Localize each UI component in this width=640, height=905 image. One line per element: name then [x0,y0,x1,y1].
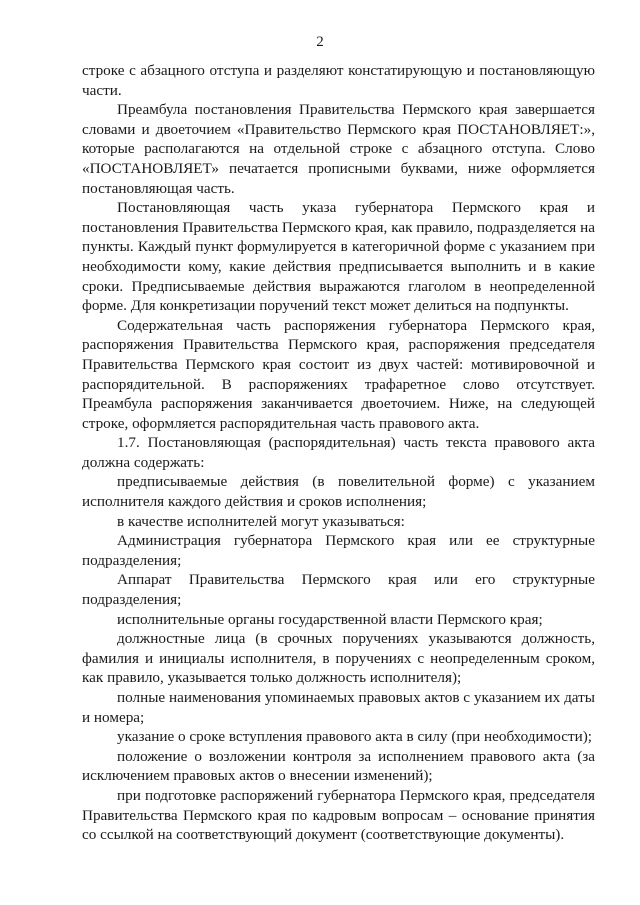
list-item-administration: Администрация губернатора Пермского края или ее структурные подразделения; [82,532,595,569]
list-item-prescribed-actions: предписываемые действия (в повелительной форме) с указанием исполнителя каждого действия и сроков исполнения; [82,473,595,511]
paragraph-substantive-part: Содержательная часть распоряжения губернатора Пермского края, распоряжения Правительства Пермского края, распоряжения председателя Правительства Пермского края состоит из двух частей: мотивировочной и распорядительной. В распоряжениях трафаретное слово отсутствует. Преамбула распоряжения заканчивается двоеточием. Ниже, на следующей строке, оформляется распорядительная часть правового акта. [82,316,595,432]
list-item-personnel-basis: при подготовке распоряжений губернатора Пермского края, председателя Правительства Пермского края по кадровым вопросам – основание принятия со ссылкой на соответствующий документ (соответствующие документы). [82,786,595,844]
list-item-entry-into-force: указание о сроке вступления правового акта в силу (при необходимости); [117,728,593,746]
list-item-apparatus: Аппарат Правительства Пермского края или его структурные подразделения; [82,571,595,609]
list-item-executors-intro: в качестве исполнителей могут указываться: [117,512,405,530]
list-item-control: положение о возложении контроля за исполнением правового акта (за исключением правовых актов о внесении изменений); [82,747,595,785]
list-item-full-names: полные наименования упоминаемых правовых актов с указанием их даты и номера; [82,689,595,726]
document-body [82,61,595,845]
paragraph-continuation: строке с абзацного отступа и разделяют констатирующую и постановляющую части. [82,62,595,99]
paragraph-preamble: Преамбула постановления Правительства Пермского края завершается словами и двоеточием «Правительство Пермского края ПОСТАНОВЛЯЕТ:», которые располагаются на отдельной строке с абзацного отступа. Слово «ПОСТАНОВЛЯЕТ» печатается прописными буквами, ниже оформляется постановляющая часть. [82,101,595,197]
list-item-officials: должностные лица (в срочных поручениях указываются должность, фамилия и инициалы исполнителя, в поручениях с неопределенным сроком, как правило, указывается только должность исполнителя); [82,630,595,687]
list-item-executive-bodies: исполнительные органы государственной власти Пермского края; [117,610,543,628]
page-number: 2 [316,34,324,50]
paragraph-section-1-7: 1.7. Постановляющая (распорядительная) часть текста правового акта должна содержать: [82,434,595,471]
paragraph-operative-part: Постановляющая часть указа губернатора Пермского края и постановления Правительства Пермского края, как правило, подразделяется на пункты. Каждый пункт формулируется в категоричной форме с указанием при необходимости кому, какие действия предписывается выполнить и в какие сроки. Предписываемые действия выражаются глаголом в неопределенной форме. Для конкретизации поручений текст может делиться на подпункты. [82,199,595,315]
